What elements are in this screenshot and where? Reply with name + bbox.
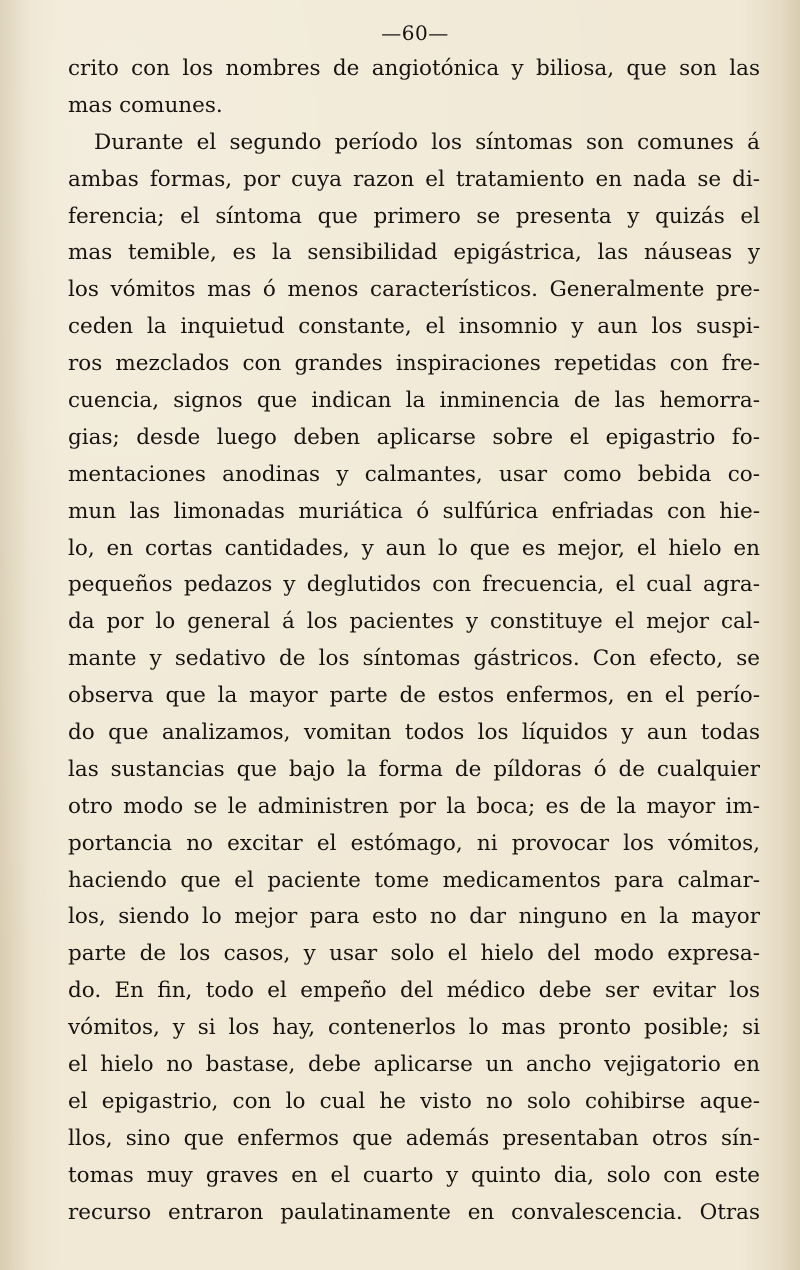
text-line: crito con los nombres de angiotónica y biliosa, que son las (68, 56, 760, 81)
text-line: los, siendo lo mejor para esto no dar ninguno en la mayor (68, 904, 760, 930)
text-line: lo, en cortas cantidades, y aun lo que es mejor, el hielo en (68, 535, 760, 561)
text-line: portancia no excitar el estómago, ni provocar los vómitos, (68, 830, 760, 856)
text-line: observa que la mayor parte de estos enfermos, en el perío- (68, 683, 760, 709)
text-line: mas temible, es la sensibilidad epigástrica, las náuseas y (68, 240, 760, 266)
body-text (68, 51, 760, 1232)
text-line: el hielo no bastase, debe aplicarse un ancho vejigatorio en (68, 1052, 760, 1078)
text-line: gias; desde luego deben aplicarse sobre el epigastrio fo- (68, 424, 760, 450)
text-line: da por lo general á los pacientes y constituye el mejor cal- (68, 609, 760, 635)
text-line: do. En fin, todo el empeño del médico debe ser evitar los (68, 978, 760, 1004)
text-line: recurso entraron paulatinamente en convalescencia. Otras (68, 1199, 760, 1225)
text-line: Durante el segundo período los síntomas son comunes á (94, 129, 760, 155)
text-line: do que analizamos, vomitan todos los líquidos y aun todas (68, 720, 760, 746)
text-line: ros mezclados con grandes inspiraciones repetidas con fre- (68, 351, 760, 377)
text-line: cuencia, signos que indican la inminencia de las hemorra- (68, 388, 760, 414)
text-line: otro modo se le administren por la boca; es de la mayor im- (68, 793, 760, 819)
text-line: parte de los casos, y usar solo el hielo del modo expresa- (68, 941, 760, 967)
text-line: mun las limonadas muriática ó sulfúrica enfriadas con hie- (68, 498, 760, 524)
page-number: —60— (381, 21, 449, 45)
text-line: el epigastrio, con lo cual he visto no solo cohibirse aque- (68, 1088, 760, 1114)
text-line: pequeños pedazos y deglutidos con frecuencia, el cual agra- (68, 572, 760, 598)
text-line: vómitos, y si los hay, contenerlos lo mas pronto posible; si (68, 1015, 760, 1041)
text-line: ceden la inquietud constante, el insomnio y aun los suspi- (68, 314, 760, 340)
text-line: haciendo que el paciente tome medicamentos para calmar- (68, 867, 760, 893)
text-line: los vómitos mas ó menos característicos. Generalmente pre- (68, 277, 760, 303)
text-line: llos, sino que enfermos que además presentaban otros sín- (68, 1125, 760, 1151)
text-line: tomas muy graves en el cuarto y quinto dia, solo con este (68, 1162, 760, 1188)
text-line: mas comunes. (68, 92, 223, 118)
text-line: ferencia; el síntoma que primero se presenta y quizás el (68, 203, 760, 229)
text-line: las sustancias que bajo la forma de píldoras ó de cualquier (68, 756, 760, 782)
text-line: mante y sedativo de los síntomas gástricos. Con efecto, se (68, 646, 760, 672)
text-line: mentaciones anodinas y calmantes, usar como bebida co- (68, 461, 760, 487)
text-line: ambas formas, por cuya razon el tratamiento en nada se di- (68, 166, 760, 192)
